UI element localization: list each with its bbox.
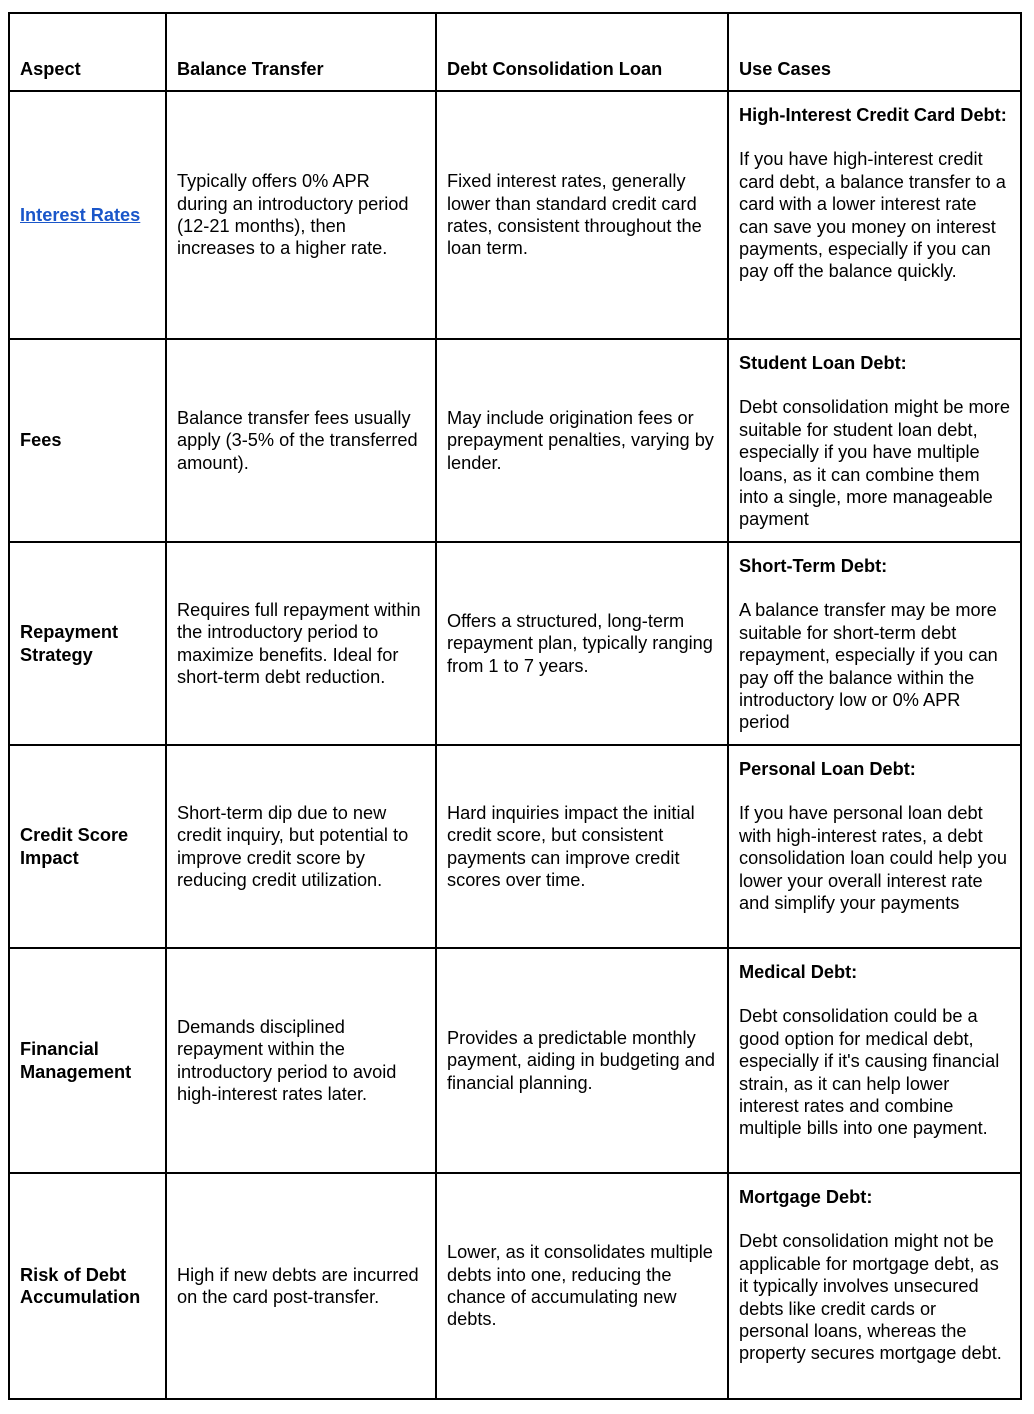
table-row (9, 339, 1021, 542)
row-aspect: Repayment Strategy (9, 542, 166, 745)
row-balance-transfer: Balance transfer fees usually apply (3-5% of the transferred amount). (166, 339, 436, 542)
use-case-title: Personal Loan Debt: (739, 759, 916, 779)
use-case-title: Medical Debt: (739, 962, 858, 982)
interest-rates-link[interactable]: Interest Rates (20, 204, 141, 225)
table-row (9, 91, 1021, 339)
row-debt-consolidation: May include origination fees or prepayment penalties, varying by lender. (436, 339, 728, 542)
use-case-title: Mortgage Debt: (739, 1187, 873, 1207)
table-row (9, 542, 1021, 745)
row-use-case (728, 91, 1021, 339)
use-case-title: High-Interest Credit Card Debt: (739, 105, 1007, 125)
row-use-case (728, 1173, 1021, 1399)
row-debt-consolidation: Fixed interest rates, generally lower than standard credit card rates, consistent throughout the loan term. (436, 91, 728, 339)
row-aspect (9, 91, 166, 339)
row-aspect: Fees (9, 339, 166, 542)
row-debt-consolidation: Provides a predictable monthly payment, aiding in budgeting and financial planning. (436, 948, 728, 1173)
row-balance-transfer: High if new debts are incurred on the card post-transfer. (166, 1173, 436, 1399)
table-row (9, 948, 1021, 1173)
header-balance-transfer: Balance Transfer (166, 13, 436, 91)
row-use-case (728, 542, 1021, 745)
use-case-text: Debt consolidation might not be applicable for mortgage debt, as it typically involves unsecured debts like credit cards or personal loans, whereas the property secures mortgage debt. (739, 1231, 1002, 1364)
header-debt-consolidation: Debt Consolidation Loan (436, 13, 728, 91)
use-case-title: Student Loan Debt: (739, 353, 907, 373)
use-case-text: Debt consolidation might be more suitable for student loan debt, especially if you have multiple loans, as it can combine them into a single, more manageable payment (739, 397, 1010, 530)
use-case-text: A balance transfer may be more suitable for short-term debt repayment, especially if you can pay off the balance within the introductory low or 0% APR period (739, 600, 998, 733)
comparison-table (8, 12, 1022, 1400)
row-balance-transfer: Requires full repayment within the introductory period to maximize benefits. Ideal for short-term debt reduction. (166, 542, 436, 745)
row-use-case (728, 948, 1021, 1173)
table-row (9, 745, 1021, 948)
row-aspect: Risk of Debt Accumulation (9, 1173, 166, 1399)
row-balance-transfer: Short-term dip due to new credit inquiry, but potential to improve credit score by reducing credit utilization. (166, 745, 436, 948)
row-debt-consolidation: Offers a structured, long-term repayment plan, typically ranging from 1 to 7 years. (436, 542, 728, 745)
row-balance-transfer: Demands disciplined repayment within the introductory period to avoid high-interest rates later. (166, 948, 436, 1173)
row-debt-consolidation: Hard inquiries impact the initial credit score, but consistent payments can improve credit scores over time. (436, 745, 728, 948)
use-case-text: If you have high-interest credit card debt, a balance transfer to a card with a lower interest rate can save you money on interest payments, especially if you can pay off the balance quickly. (739, 149, 1006, 282)
row-aspect: Financial Management (9, 948, 166, 1173)
row-use-case (728, 745, 1021, 948)
table-row (9, 1173, 1021, 1399)
row-use-case (728, 339, 1021, 542)
header-row (9, 13, 1021, 91)
row-aspect: Credit Score Impact (9, 745, 166, 948)
header-aspect: Aspect (9, 13, 166, 91)
use-case-text: Debt consolidation could be a good option for medical debt, especially if it's causing financial strain, as it can help lower interest rates and combine multiple bills into one payment. (739, 1006, 1000, 1139)
row-debt-consolidation: Lower, as it consolidates multiple debts into one, reducing the chance of accumulating new debts. (436, 1173, 728, 1399)
use-case-title: Short-Term Debt: (739, 556, 888, 576)
row-balance-transfer: Typically offers 0% APR during an introductory period (12-21 months), then increases to a higher rate. (166, 91, 436, 339)
header-use-cases: Use Cases (728, 13, 1021, 91)
use-case-text: If you have personal loan debt with high-interest rates, a debt consolidation loan could help you lower your overall interest rate and simplify your payments (739, 803, 1007, 914)
